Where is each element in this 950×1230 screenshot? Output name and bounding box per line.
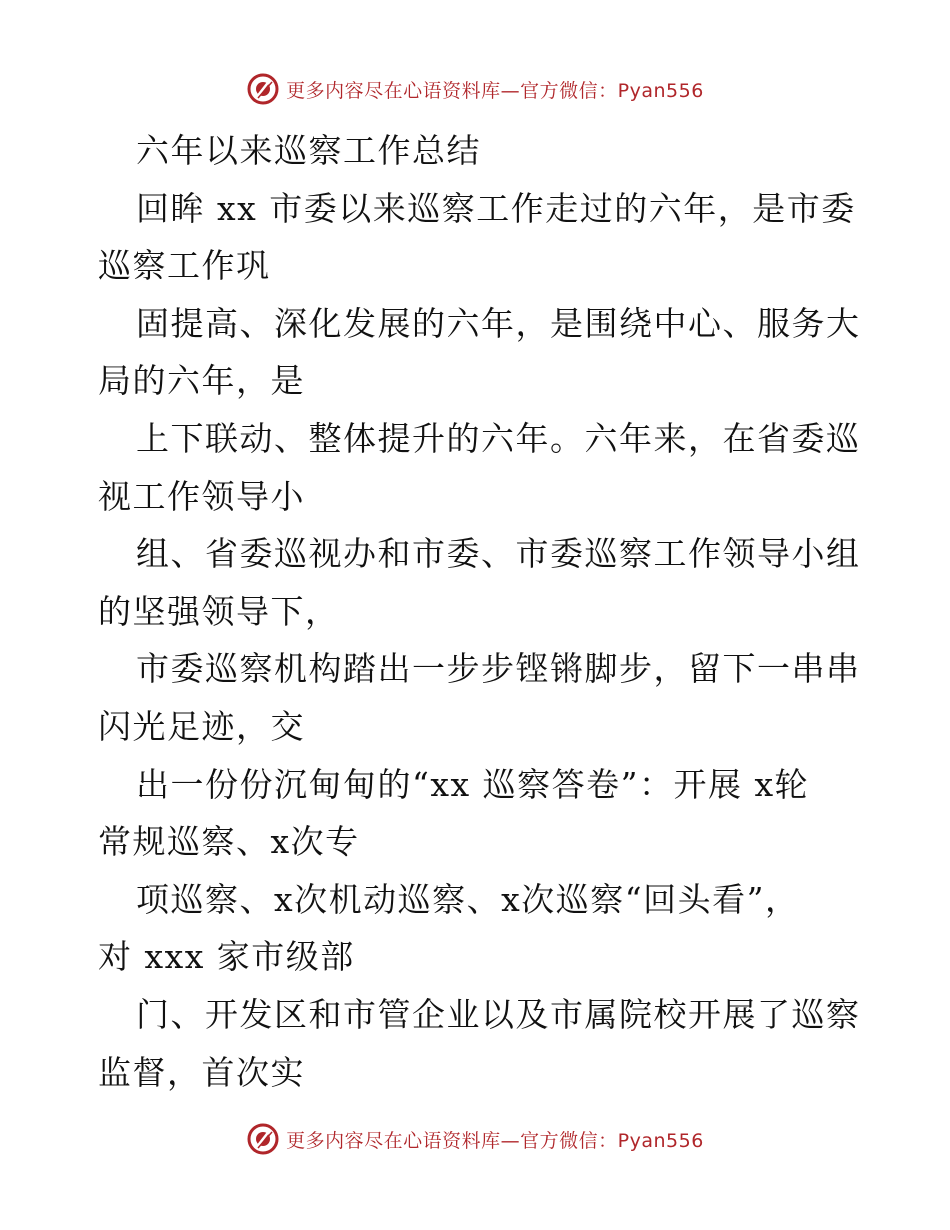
paragraph-line: 监督，首次实 [98, 1052, 305, 1092]
brand-logo-icon [246, 1122, 280, 1156]
paragraph-line: 对 xxx 家市级部 [98, 937, 355, 977]
header-watermark-banner [0, 72, 950, 106]
brand-logo-icon [246, 72, 280, 106]
paragraph-line: 回眸 xx 市委以来巡察工作走过的六年，是市委 [136, 188, 856, 228]
paragraph-line: 的坚强领导下， [98, 591, 340, 631]
paragraph-line: 固提高、深化发展的六年，是围绕中心、服务大 [136, 303, 861, 343]
document-title: 六年以来巡察工作总结 [136, 131, 481, 170]
paragraph-line: 项巡察、x次机动巡察、x次巡察“回头看”， [136, 879, 800, 919]
paragraph-line: 闪光足迹，交 [98, 706, 305, 746]
paragraph-line: 视工作领导小 [98, 476, 305, 516]
document-body [98, 122, 861, 1101]
paragraph-line: 局的六年，是 [98, 361, 305, 401]
header-watermark-text: 更多内容尽在心语资料库—官方微信：Pyan556 [286, 79, 704, 102]
paragraph-line: 常规巡察、x次专 [98, 822, 360, 862]
footer-watermark-banner [0, 1122, 950, 1156]
footer-watermark-text: 更多内容尽在心语资料库—官方微信：Pyan556 [286, 1129, 704, 1152]
paragraph-line: 巡察工作巩 [98, 246, 271, 286]
paragraph-line: 上下联动、整体提升的六年。六年来，在省委巡 [136, 418, 861, 458]
paragraph-line: 出一份份沉甸甸的“xx 巡察答卷”：开展 x轮 [136, 764, 810, 804]
paragraph-line: 市委巡察机构踏出一步步铿锵脚步，留下一串串 [136, 649, 861, 689]
paragraph-line: 组、省委巡视办和市委、市委巡察工作领导小组 [136, 534, 861, 574]
paragraph-line: 门、开发区和市管企业以及市属院校开展了巡察 [136, 994, 861, 1034]
